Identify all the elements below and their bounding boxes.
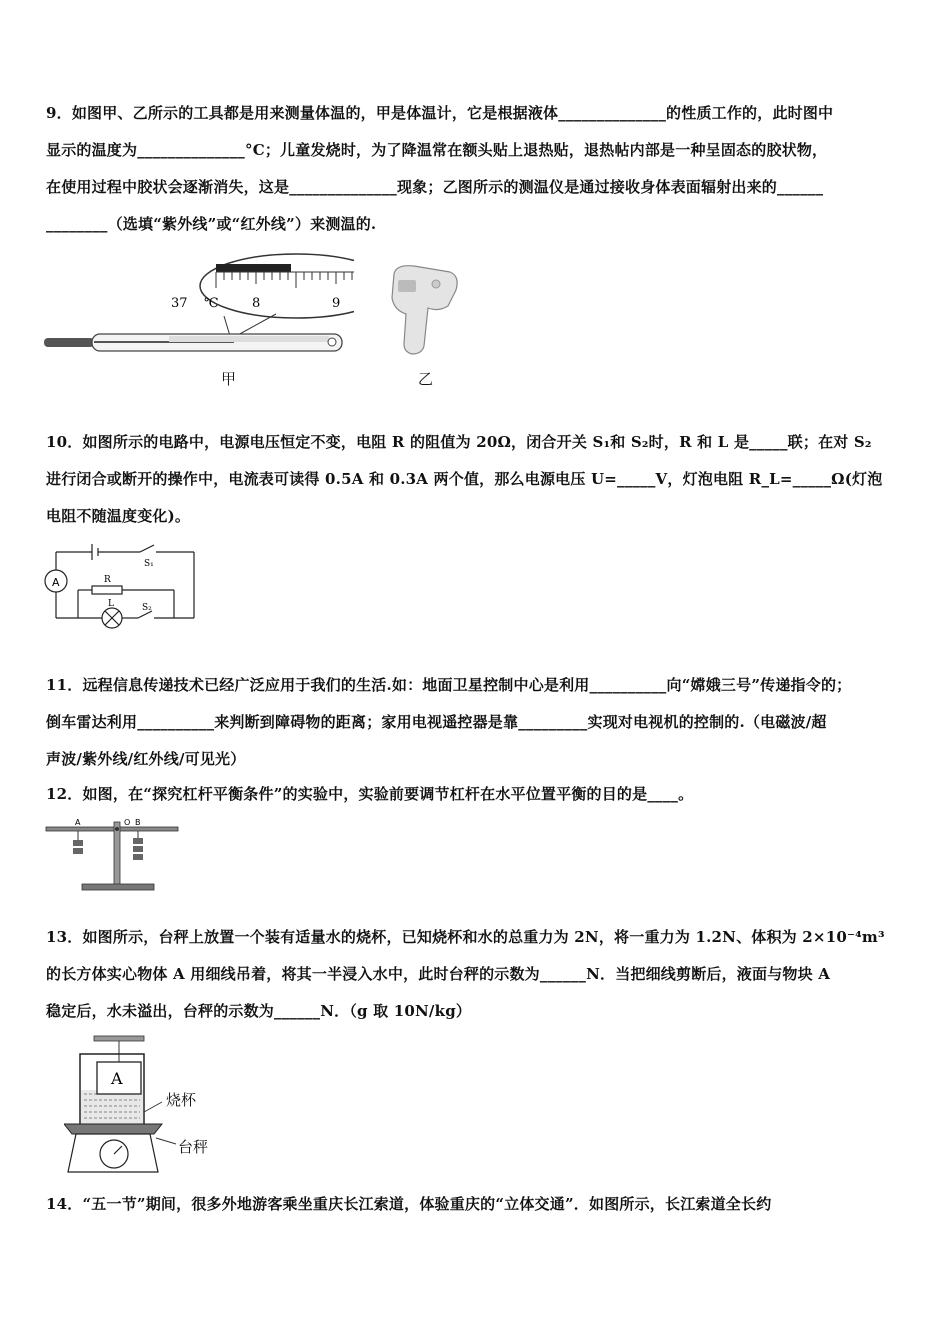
- q14-line-1: 14．“五一节”期间，很多外地游客乘坐重庆长江索道，体验重庆的“立体交通”．如图所示，长江索道全长约: [46, 1195, 772, 1213]
- scale-label-9: 9: [332, 296, 341, 311]
- lever-point-a: A: [75, 818, 81, 827]
- q10-line-1: 10．如图所示的电路中，电源电压恒定不变，电阻 R 的阻值为 20Ω，闭合开关 S₁和 S₂时，R 和 L 是_____联；在对 S₂: [46, 433, 872, 451]
- q11-line-1: 11．远程信息传递技术已经广泛应用于我们的生活.如：地面卫星控制中心是利用__________向“嫦娥三号”传递指令的；: [46, 676, 852, 694]
- q11-line-3: 声波/紫外线/红外线/可见光）: [46, 750, 246, 768]
- caption-jia: 甲: [221, 370, 237, 388]
- scale-label-unit: ℃: [204, 296, 219, 311]
- beaker-label: 烧杯: [166, 1091, 197, 1109]
- switch-s1-label: S₁: [144, 559, 154, 569]
- circuit-diagram: [40, 540, 210, 632]
- caption-yi: 乙: [418, 370, 434, 388]
- q12-line-1: 12．如图，在“探究杠杆平衡条件”的实验中，实验前要调节杠杆在水平位置平衡的目的是____。: [46, 785, 694, 803]
- resistor-label: R: [104, 575, 111, 585]
- lamp-label: L: [108, 599, 114, 609]
- q13-line-2: 的长方体实心物体 A 用细线吊着，将其一半浸入水中，此时台秤的示数为______N．当把细线剪断后，液面与物块 A: [46, 965, 831, 983]
- q9-line-3: 在使用过程中胶状会逐渐消失，这是______________现象；乙图所示的测温仪是通过接收身体表面辐射出来的______: [46, 178, 824, 196]
- q13-line-3: 稳定后，水未溢出，台秤的示数为______N．（g 取 10N/kg）: [46, 1002, 472, 1020]
- lever-figure: [44, 814, 184, 894]
- lever-point-o: O: [124, 818, 131, 827]
- q9-line-4: ________（选填“紫外线”或“红外线”）来测温的.: [46, 215, 377, 233]
- q9-line-1: 9．如图甲、乙所示的工具都是用来测量体温的，甲是体温计，它是根据液体______________的性质工作的，此时图中: [46, 104, 834, 122]
- q9-line-2: 显示的温度为______________°C；儿童发烧时，为了降温常在额头贴上退热贴，退热帖内部是一种呈固态的胶状物，: [46, 141, 828, 159]
- ammeter-label: A: [52, 576, 60, 589]
- lever-point-b: B: [135, 818, 141, 827]
- clinical-thermometer-figure: [44, 252, 354, 362]
- infrared-thermometer-figure: [384, 262, 464, 357]
- switch-s2-label: S₂: [142, 603, 152, 613]
- q13-line-1: 13．如图所示，台秤上放置一个装有适量水的烧杯，已知烧杯和水的总重力为 2N，将一重力为 1.2N、体积为 2×10⁻⁴m³: [46, 928, 885, 946]
- block-a-label: A: [111, 1069, 123, 1088]
- q10-line-3: 电阻不随温度变化)。: [46, 507, 191, 525]
- q10-line-2: 进行闭合或断开的操作中，电流表可读得 0.5A 和 0.3A 两个值，那么电源电压 U=_____V，灯泡电阻 R_L=_____Ω(灯泡: [46, 470, 883, 488]
- scale-label: 台秤: [178, 1138, 209, 1156]
- scale-label-37: 37: [171, 296, 188, 311]
- q11-line-2: 倒车雷达利用__________来判断到障碍物的距离；家用电视遥控器是靠_________实现对电视机的控制的.（电磁波/超: [46, 713, 827, 731]
- scale-label-8: 8: [252, 296, 261, 311]
